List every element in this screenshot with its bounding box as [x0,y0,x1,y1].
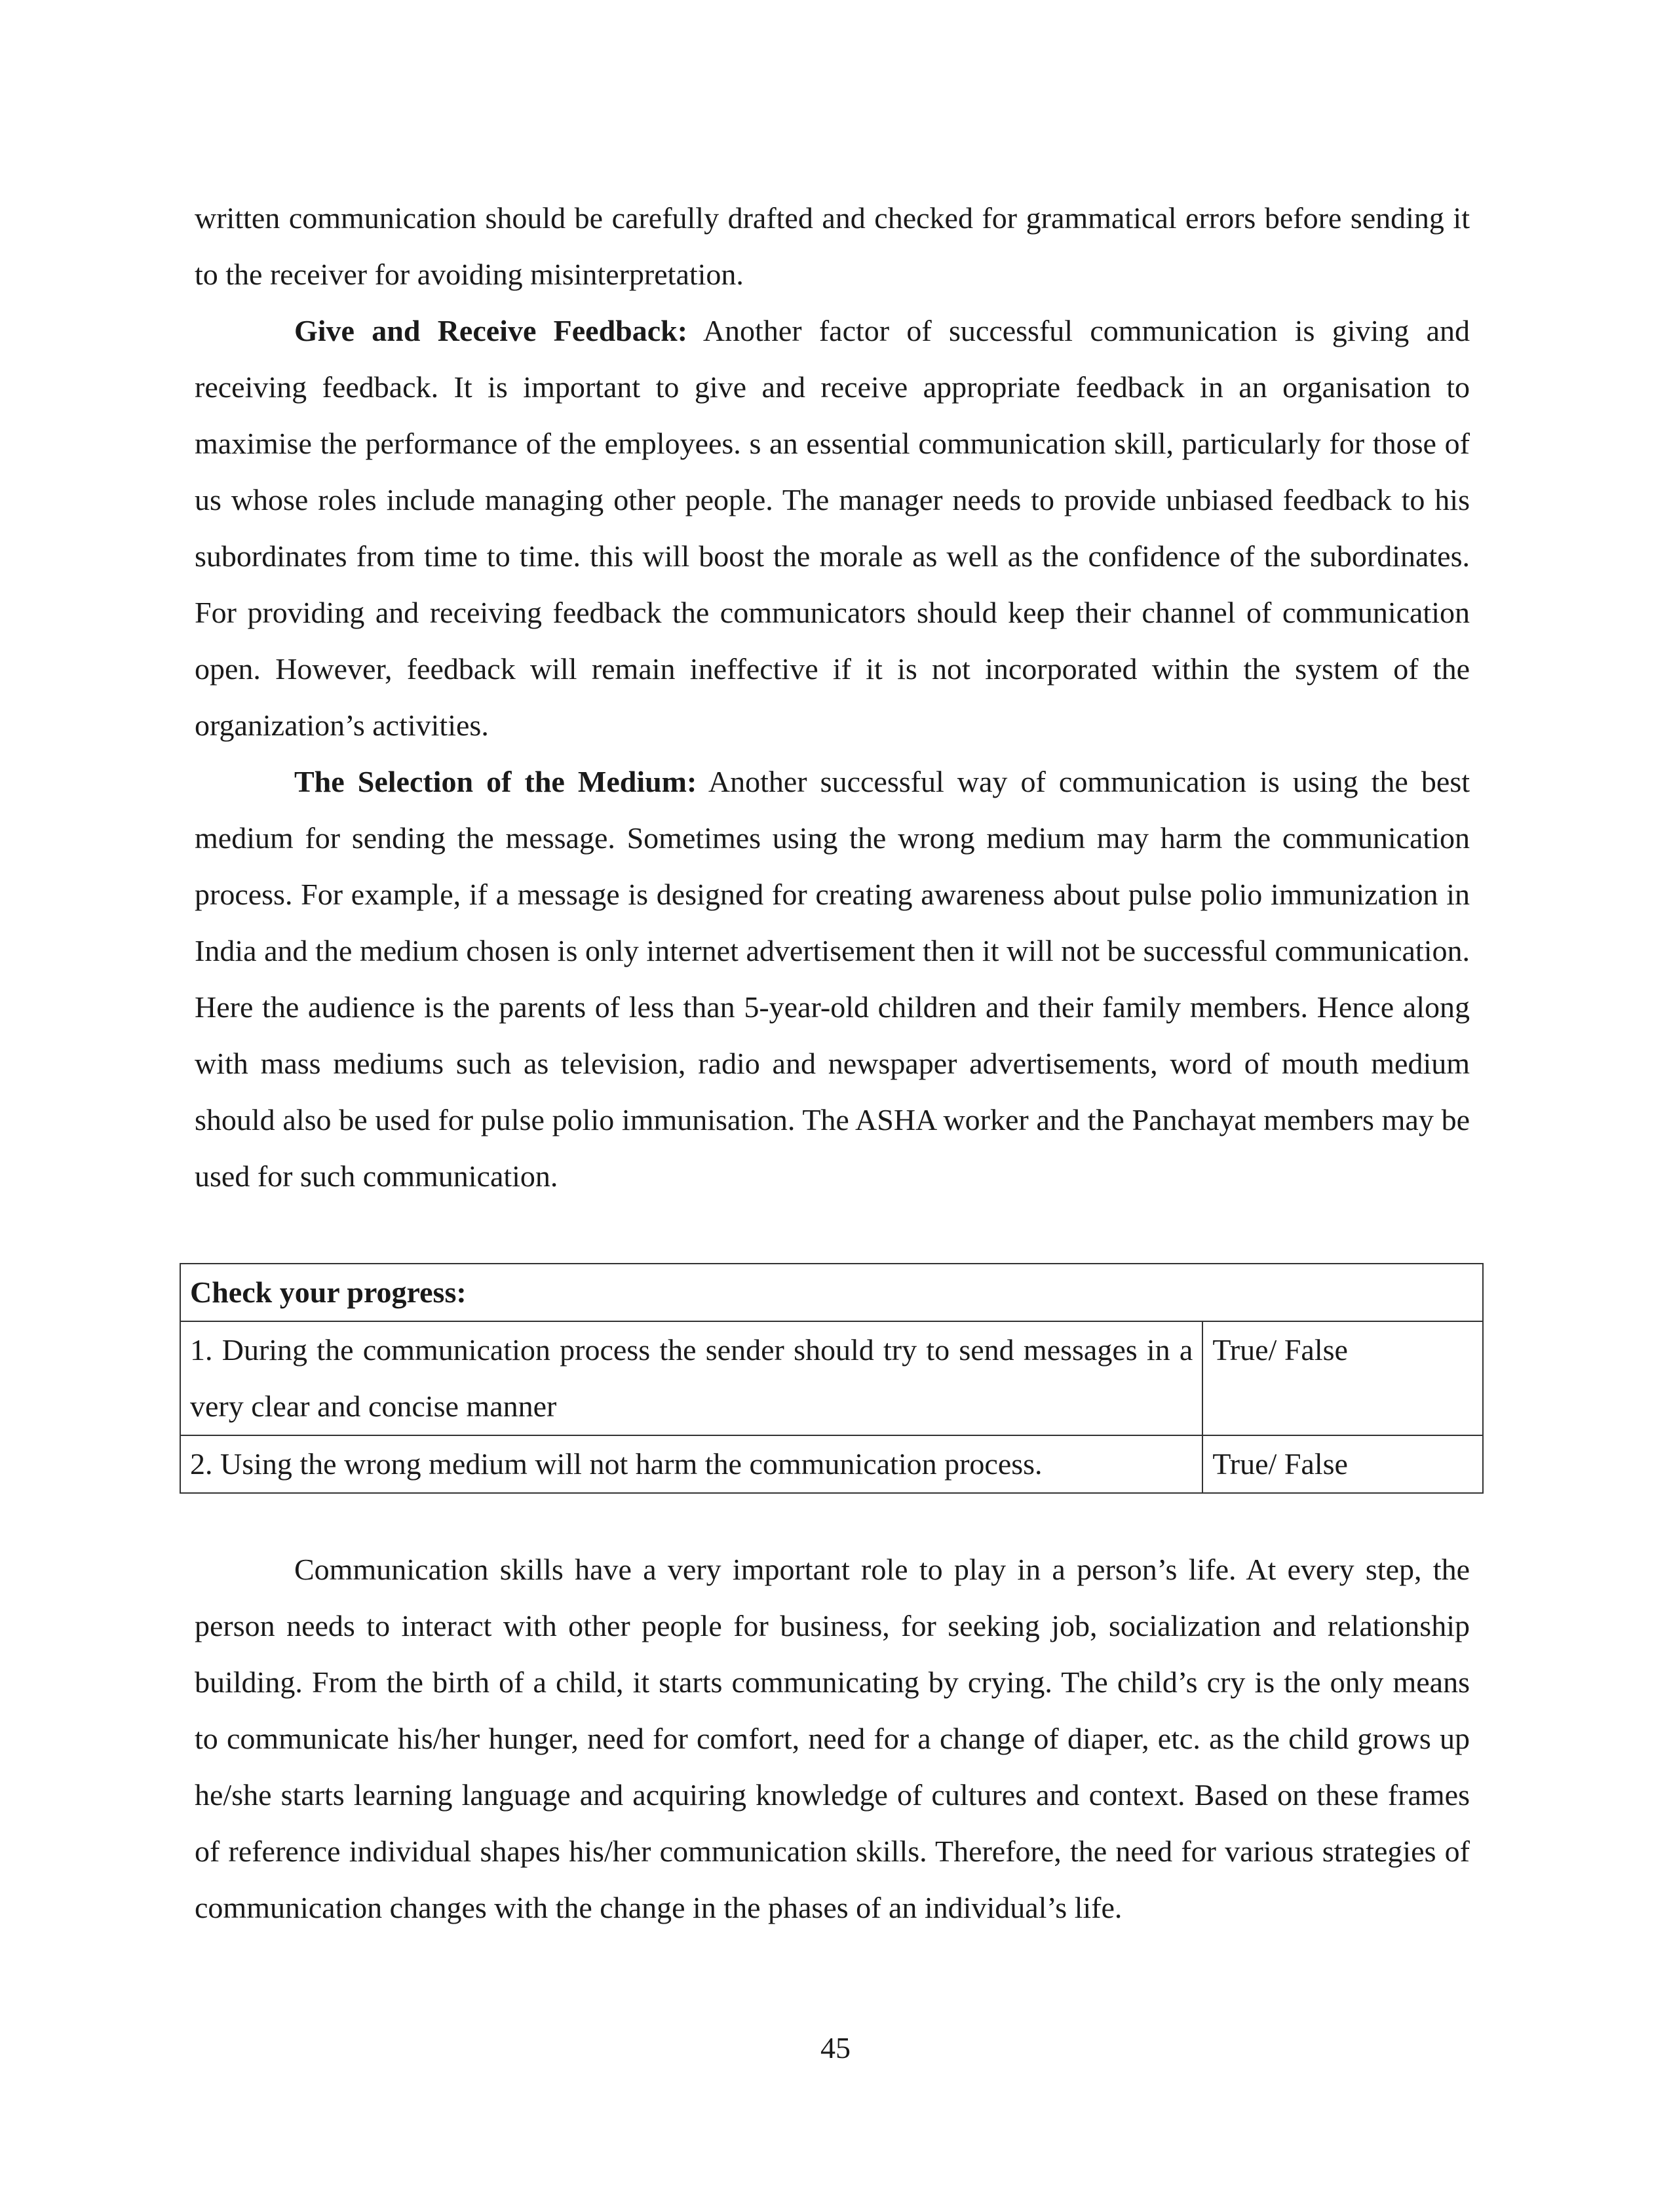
feedback-heading: Give and Receive Feedback: [294,314,688,347]
page-number: 45 [820,2031,851,2065]
progress-answer-1: True/ False [1202,1321,1483,1435]
medium-body: Another successful way of communication is using the best medium for sending the message. Sometimes using the wrong medium may harm the communication process. For example, if a message is designed for creating awareness about pulse polio immunization in India and the medium chosen is only internet advertisement then it will not be successful communication. Here the audience is the parents of less than 5-year-old children and their family members. Hence along with mass mediums such as television, radio and newspaper advertisements, word of mouth medium should also be used for pulse polio immunisation. The ASHA worker and the Panchayat members may be used for such communication. [195,765,1470,1193]
medium-paragraph [195,754,1470,1205]
closing-paragraph: Communication skills have a very important role to play in a person’s life. At every step, the person needs to interact with other people for business, for seeking job, socialization and relationship building. From the birth of a child, it starts communicating by crying. The child’s cry is the only means to communicate his/her hunger, need for comfort, need for a change of diaper, etc. as the child grows up he/she starts learning language and acquiring knowledge of cultures and context. Based on these frames of reference individual shapes his/her communication skills. Therefore, the need for various strategies of communication changes with the change in the phases of an individual’s life. [195,1553,1470,1924]
progress-question-row [180,1435,1483,1493]
progress-answer-2: True/ False [1202,1435,1483,1493]
closing-section [195,1542,1470,1936]
progress-question-2: 2. Using the wrong medium will not harm the communication process. [180,1435,1202,1493]
feedback-paragraph [195,303,1470,754]
page-content [195,190,1470,1205]
feedback-body: Another factor of successful communication is giving and receiving feedback. It is important to give and receive appropriate feedback in an organisation to maximise the performance of the employees. s an essential communication skill, particularly for those of us whose roles include managing other people. The manager needs to provide unbiased feedback to his subordinates from time to time. this will boost the morale as well as the confidence of the subordinates. For providing and receiving feedback the communicators should keep their channel of communication open. However, feedback will remain ineffective if it is not incorporated within the system of the organization’s activities. [195,314,1470,742]
intro-paragraph: written communication should be carefully drafted and checked for grammatical errors before sending it to the receiver for avoiding misinterpretation. [195,201,1470,291]
progress-title: Check your progress: [180,1264,1483,1321]
progress-question-1: 1. During the communication process the sender should try to send messages in a very clear and concise manner [180,1321,1202,1435]
progress-question-row [180,1321,1483,1435]
progress-title-row [180,1264,1483,1321]
medium-heading: The Selection of the Medium: [294,765,697,798]
check-progress-table [180,1263,1484,1494]
